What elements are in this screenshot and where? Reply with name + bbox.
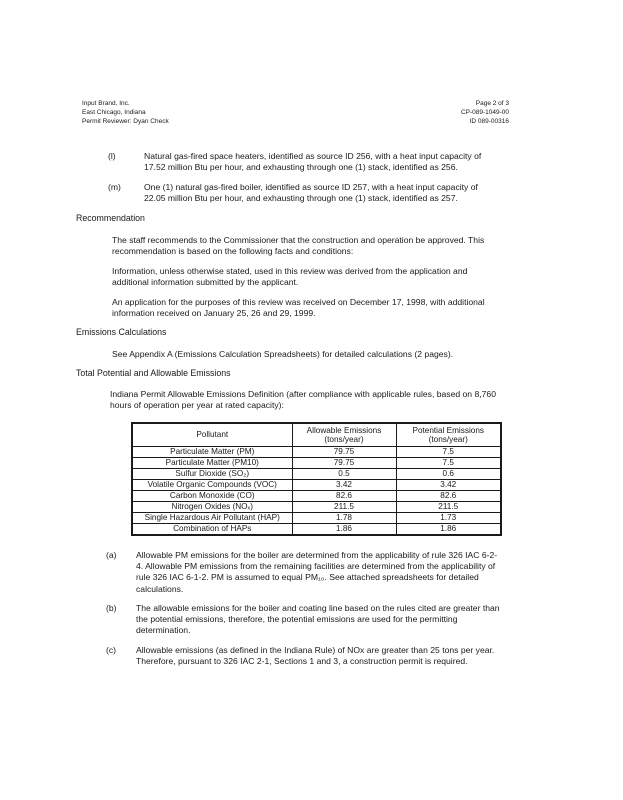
cell-potential: 7.5 xyxy=(396,447,501,458)
cell-pollutant: Particulate Matter (PM10) xyxy=(132,458,292,469)
table-row xyxy=(132,469,501,480)
cell-potential: 0.6 xyxy=(396,469,501,480)
header-plant-id: ID 089-00316 xyxy=(469,117,509,125)
cell-allowable: 79.75 xyxy=(292,447,396,458)
emissions-table xyxy=(131,422,502,536)
cell-allowable: 1.86 xyxy=(292,524,396,536)
header-left xyxy=(82,100,169,126)
facility-item-l xyxy=(108,151,496,173)
table-row xyxy=(132,480,501,491)
cell-potential: 1.73 xyxy=(396,513,501,524)
cell-potential: 82.6 xyxy=(396,491,501,502)
total-potential-heading: Total Potential and Allowable Emissions xyxy=(76,368,231,378)
note-text: Allowable emissions (as defined in the Indiana Rule) of NOx are greater than 25 tons per year. Therefore, pursuant to 326 IAC 2-1, Sections 1 and 3, a construction permit is required. xyxy=(136,645,495,667)
cell-allowable: 82.6 xyxy=(292,491,396,502)
emissions-calculations-heading: Emissions Calculations xyxy=(76,327,167,337)
cell-allowable: 0.5 xyxy=(292,469,396,480)
note-item-c xyxy=(106,645,504,667)
note-item-a xyxy=(106,550,504,595)
cell-pollutant: Particulate Matter (PM) xyxy=(132,447,292,458)
header-company: Input Brand, Inc. xyxy=(82,100,130,107)
header-permit-number: CP-089-1049-00 xyxy=(460,108,509,116)
header-location: East Chicago, Indiana xyxy=(82,108,146,116)
facility-item-m xyxy=(108,182,496,204)
table-header-row xyxy=(132,423,501,447)
column-header-allowable: Allowable Emissions (tons/year) xyxy=(292,423,396,447)
list-marker: (c) xyxy=(106,645,117,655)
emissions-calculations-text: See Appendix A (Emissions Calculation Spreadsheets) for detailed calculations (2 pages). xyxy=(112,349,454,359)
column-header-pollutant: Pollutant xyxy=(132,423,292,447)
table-row xyxy=(132,513,501,524)
list-marker: (a) xyxy=(106,550,117,560)
table-row xyxy=(132,491,501,502)
note-text: Allowable PM emissions for the boiler are determined from the applicability of rule 326 IAC 6-2-4. Allowable PM emissions from the remaining facilities are determined from the applicability of rule 326 IAC 6-1-2. PM is assumed to equal PM₁₀. See attached spreadsheets for detailed calculations. xyxy=(136,550,498,594)
cell-potential: 1.86 xyxy=(396,524,501,536)
list-marker: (m) xyxy=(108,182,121,192)
cell-potential: 3.42 xyxy=(396,480,501,491)
note-text: The allowable emissions for the boiler and coating line based on the rules cited are greater than the potential emissions, therefore, the potential emissions are used for the permitting determination. xyxy=(136,603,500,636)
cell-pollutant: Carbon Monoxide (CO) xyxy=(132,491,292,502)
cell-pollutant: Combination of HAPs xyxy=(132,524,292,536)
cell-pollutant: Nitrogen Oxides (NOₓ) xyxy=(132,502,292,513)
cell-pollutant: Volatile Organic Compounds (VOC) xyxy=(132,480,292,491)
emissions-table-wrapper xyxy=(131,422,500,536)
column-header-potential: Potential Emissions (tons/year) xyxy=(396,423,501,447)
facility-text: One (1) natural gas-fired boiler, identified as source ID 257, with a heat input capacity of 22.05 million Btu per hour, and exhausting through one (1) stack, identified as 257. xyxy=(144,182,478,204)
cell-pollutant: Sulfur Dioxide (SO₂) xyxy=(132,469,292,480)
cell-allowable: 79.75 xyxy=(292,458,396,469)
cell-allowable: 3.42 xyxy=(292,480,396,491)
cell-potential: 7.5 xyxy=(396,458,501,469)
recommendation-paragraph-1: The staff recommends to the Commissioner that the construction and operation be approved. This recommendation is based on the following facts and conditions: xyxy=(112,235,485,257)
list-marker: (l) xyxy=(108,151,116,161)
table-row xyxy=(132,524,501,536)
recommendation-paragraph-2: Information, unless otherwise stated, used in this review was derived from the application and additional information submitted by the applicant. xyxy=(112,266,468,288)
table-row xyxy=(132,447,501,458)
note-item-b xyxy=(106,603,504,637)
header-right xyxy=(461,100,509,126)
table-row xyxy=(132,502,501,513)
cell-allowable: 211.5 xyxy=(292,502,396,513)
recommendation-heading: Recommendation xyxy=(76,213,145,223)
list-marker: (b) xyxy=(106,603,117,613)
cell-potential: 211.5 xyxy=(396,502,501,513)
cell-pollutant: Single Hazardous Air Pollutant (HAP) xyxy=(132,513,292,524)
recommendation-paragraph-3: An application for the purposes of this review was received on December 17, 1998, with additional information received on January 25, 26 and 29, 1999. xyxy=(112,297,485,319)
cell-allowable: 1.78 xyxy=(292,513,396,524)
header-reviewer: Permit Reviewer: Dyan Check xyxy=(82,117,169,125)
header-page-number: Page 2 of 3 xyxy=(475,100,509,107)
table-row xyxy=(132,458,501,469)
total-potential-intro: Indiana Permit Allowable Emissions Definition (after compliance with applicable rules, based on 8,760 hours of operation per year at rated capacity): xyxy=(110,389,496,411)
facility-text: Natural gas-fired space heaters, identified as source ID 256, with a heat input capacity of 17.52 million Btu per hour, and exhausting through one (1) stack, identified as 256. xyxy=(144,151,482,173)
